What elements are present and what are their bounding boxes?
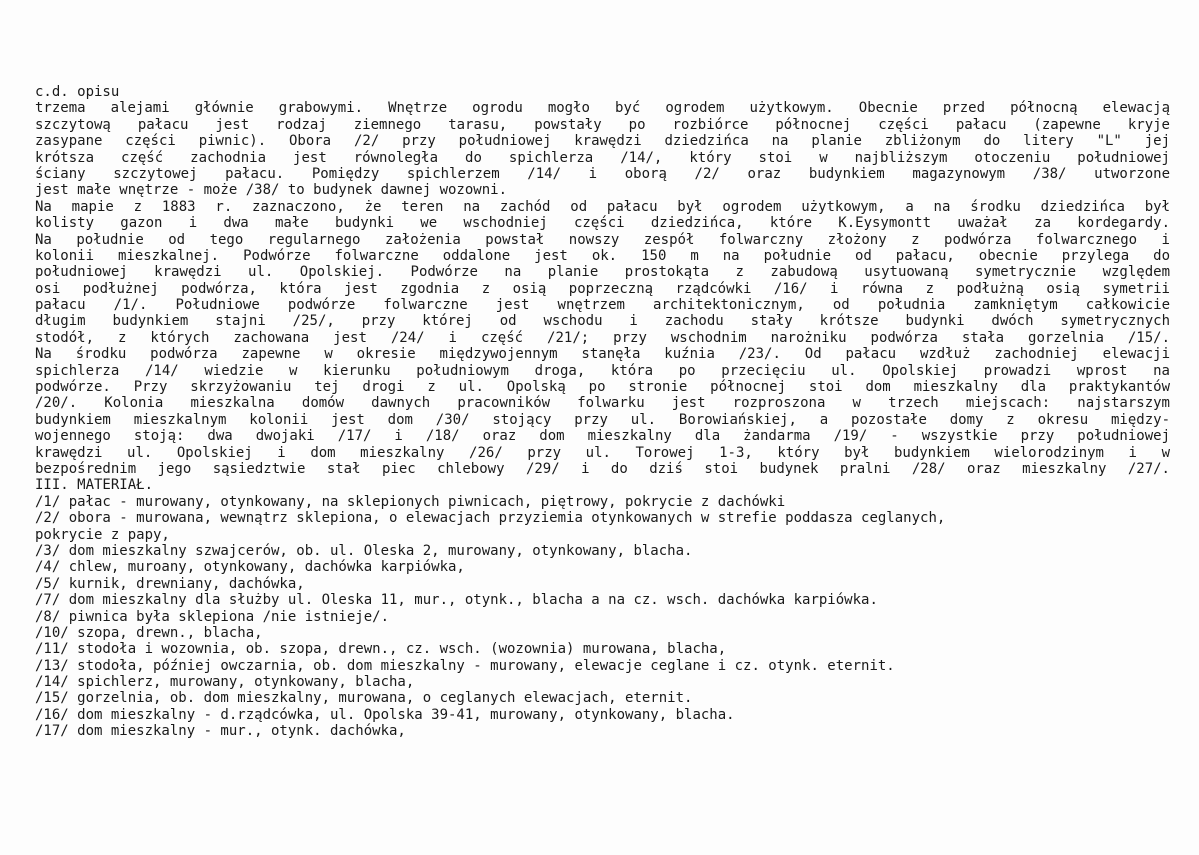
- description-line: jest małe wnętrze - może /38/ to budynek dawnej wozowni.: [35, 182, 508, 199]
- description-line: bezpośrednim jego sąsiedztwie stał piec chlebowy /29/ i do dziś stoi budynek pralni /28/ oraz mieszkalny /27/.: [35, 460, 1170, 477]
- description-line: ściany szczytowej pałacu. Pomiędzy spichlerzem /14/ i oborą /2/ oraz budynkiem magazynowym /38/ utworzone: [35, 165, 1170, 182]
- section-heading: III. MATERIAŁ.: [35, 477, 154, 494]
- description-line: osi podłużnej podwórza, która jest zgodnia z osią poprzeczną rządcówki /16/ i równa z podłużną osią symetrii: [35, 280, 1170, 297]
- material-item: /1/ pałac - murowany, otynkowany, na sklepionych piwnicach, piętrowy, pokrycie z dachówki: [35, 493, 786, 510]
- description-line: długim budynkiem stajni /25/, przy której od wschodu i zachodu stały krótsze budynki dwóch symetrycznych: [35, 313, 1170, 330]
- material-item: /11/ stodoła i wozownia, ob. szopa, drewn., cz. wsch. (wozownia) murowana, blacha,: [35, 641, 727, 658]
- material-item: /2/ obora - murowana, wewnątrz sklepiona, o elewacjach przyziemia otynkowanych w strefie poddasza ceglanych,: [35, 510, 946, 527]
- description-line: Na południe od tego regularnego założenia powstał nowszy zespół folwarczny złożony z podwórza folwarcznego i: [35, 231, 1170, 248]
- description-line: pałacu /1/. Południowe podwórze folwarczne jest wnętrzem architektonicznym, od południa zamkniętym całkowicie: [35, 297, 1170, 314]
- description-line: wojennego stoją: dwa dwojaki /17/ i /18/ oraz dom mieszkalny dla żandarma /19/ - wszystkie przy południowej: [35, 428, 1170, 445]
- material-list: [35, 494, 1170, 740]
- material-item: /15/ gorzelnia, ob. dom mieszkalny, murowana, o ceglanych elewacjach, eternit.: [35, 690, 693, 707]
- material-item: /17/ dom mieszkalny - mur., otynk. dachówka,: [35, 723, 406, 740]
- material-item: pokrycie z papy,: [35, 526, 170, 543]
- description-line: stodół, z których zachowana jest /24/ i część /21/; przy wschodnim narożniku podwórza stała gorzelnia /15/.: [35, 329, 1170, 346]
- description-line: budynkiem mieszkalnym kolonii jest dom /30/ stojący przy ul. Borowiańskiej, a pozostałe domy z okresu między-: [35, 411, 1170, 428]
- typed-document-text: [35, 84, 1170, 740]
- material-item: /7/ dom mieszkalny dla służby ul. Oleska 11, mur., otynk., blacha a na cz. wsch. dachówka karpiówka.: [35, 592, 878, 609]
- description-line: południowej krawędzi ul. Opolskiej. Podwórze na planie prostokąta z zabudową usytuowaną symetrycznie względem: [35, 264, 1170, 281]
- description-line: kolonii mieszkalnej. Podwórze folwarczne oddalone jest ok. 150 m na południe od pałacu, obecnie przylega do: [35, 247, 1170, 264]
- description-line: Na mapie z 1883 r. zaznaczono, że teren na zachód od pałacu był ogrodem użytkowym, a na środku dziedzińca był: [35, 198, 1170, 215]
- material-item: /5/ kurnik, drewniany, dachówka,: [35, 575, 305, 592]
- description-paragraphs: [35, 100, 1170, 477]
- description-line: krawędzi ul. Opolskiej i dom mieszkalny /26/ przy ul. Torowej 1-3, który był budynkiem wielorodzinym i w: [35, 444, 1170, 461]
- description-line: /20/. Kolonia mieszkalna domów dawnych pracowników folwarku jest rozproszona w trzech miejscach: najstarszym: [35, 395, 1170, 412]
- material-item: /14/ spichlerz, murowany, otynkowany, blacha,: [35, 674, 415, 691]
- material-item: /3/ dom mieszkalny szwajcerów, ob. ul. Oleska 2, murowany, otynkowany, blacha.: [35, 542, 693, 559]
- description-line: zasypane części piwnic). Obora /2/ przy południowej krawędzi dziedzińca na planie zbliżonym do litery "L" jej: [35, 133, 1170, 150]
- material-item: /10/ szopa, drewn., blacha,: [35, 624, 263, 641]
- material-item: /16/ dom mieszkalny - d.rządcówka, ul. Opolska 39-41, murowany, otynkowany, blacha.: [35, 706, 735, 723]
- material-item: /13/ stodoła, później owczarnia, ob. dom mieszkalny - murowany, elewacje ceglane i cz. otynk. eternit.: [35, 657, 895, 674]
- description-line: Na środku podwórza zapewne w okresie międzywojennym stanęła kuźnia /23/. Od pałacu wzdłuż zachodniej elewacji: [35, 346, 1170, 363]
- description-line: spichlerza /14/ wiedzie w kierunku południowym droga, która po przecięciu ul. Opolskiej prowadzi wprost na: [35, 362, 1170, 379]
- material-item: /8/ piwnica była sklepiona /nie istnieje/.: [35, 608, 390, 625]
- material-item: /4/ chlew, muroany, otynkowany, dachówka karpiówka,: [35, 559, 465, 576]
- description-line: trzema alejami głównie grabowymi. Wnętrze ogrodu mogło być ogrodem użytkowym. Obecnie przed północną elewacją: [35, 100, 1170, 117]
- description-line: szczytową pałacu jest rodzaj ziemnego tarasu, powstały po rozbiórce północnej części pałacu (zapewne kryje: [35, 116, 1170, 133]
- description-line: kolisty gazon i dwa małe budynki we wschodniej części dziedzińca, które K.Eysymontt uważał za kordegardy.: [35, 215, 1170, 232]
- continuation-header: c.d. opisu: [35, 84, 120, 100]
- description-line: podwórze. Przy skrzyżowaniu tej drogi z ul. Opolską po stronie północnej stoi dom mieszkalny dla praktykantów: [35, 379, 1170, 396]
- description-line: krótsza część zachodnia jest równoległa do spichlerza /14/, który stoi w najbliższym otoczeniu południowej: [35, 149, 1170, 166]
